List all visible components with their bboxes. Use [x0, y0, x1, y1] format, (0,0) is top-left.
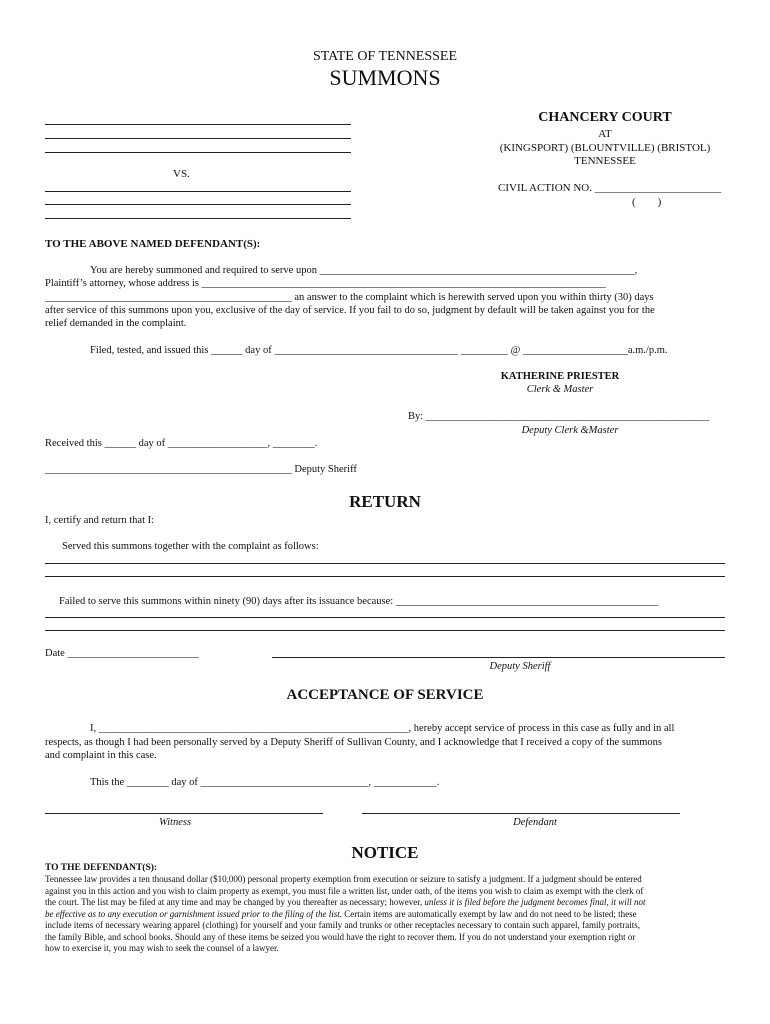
notice-line-3-b: unless it is filed before the judgment becomes final, it will not — [424, 897, 646, 907]
court-at: AT — [598, 128, 612, 140]
served-line-2[interactable] — [45, 576, 725, 577]
served-line-1[interactable] — [45, 563, 725, 564]
failed-serve-line[interactable]: Failed to serve this summons within ninety (90) days after its issuance because: __________________________________________________ — [59, 596, 659, 607]
plaintiff-line-1[interactable] — [45, 124, 351, 125]
notice-line-3-a: the court. The list may be filed at any time and may be changed by you thereafter as necessary; however, — [45, 897, 425, 907]
served-text: Served this summons together with the complaint as follows: — [62, 541, 319, 552]
notice-line-6: the family Bible, and school books. Should any of these items be seized you would have the right to recover them. If you do not understand your exemption right or — [45, 931, 636, 942]
summons-line-4: after service of this summons upon you, exclusive of the day of service. If you fail to do so, judgment by default will be taken against you for the — [45, 305, 655, 316]
notice-line-2: against you in this action and you wish to claim property as exempt, you must file a written list, under oath, of the items you wish to claim as exempt with the clerk of — [45, 885, 644, 896]
certify-text: I, certify and return that I: — [45, 515, 155, 526]
defendant-heading: TO THE ABOVE NAMED DEFENDANT(S): — [45, 238, 261, 250]
deputy-sheriff-line[interactable]: _______________________________________________ Deputy Sheriff — [45, 464, 357, 475]
return-date-line[interactable]: Date _________________________ — [45, 648, 199, 659]
civil-action-number[interactable]: CIVIL ACTION NO. _______________________ — [498, 182, 722, 194]
court-state: TENNESSEE — [574, 155, 636, 167]
civil-action-paren: ( ) — [632, 196, 662, 208]
summons-line-3[interactable]: _______________________________________________ an answer to the complaint which is herewith served upon you within thirty (30) days — [45, 292, 654, 303]
notice-line-3 — [45, 897, 646, 909]
defendant-signature[interactable] — [362, 813, 680, 814]
court-name: CHANCERY COURT — [538, 110, 672, 125]
filed-issued-line[interactable]: Filed, tested, and issued this ______ day of ___________________________________ _________ @ ____________________a.m./p.m. — [90, 345, 668, 356]
clerk-name: KATHERINE PRIESTER — [500, 371, 620, 382]
defendant-line-2[interactable] — [45, 204, 351, 205]
notice-line-5: include items of necessary wearing apparel (clothing) for yourself and your family and trunks or other receptacles necessary to contain such apparel, family portraits, — [45, 920, 641, 930]
notice-line-4-b: Certain items are automatically exempt by law and do not need to be listed; these — [341, 908, 637, 919]
notice-line-7: how to exercise it, you may wish to seek the counsel of a lawyer. — [45, 943, 279, 953]
versus-label: VS. — [173, 168, 190, 180]
return-deputy-sheriff-label: Deputy Sheriff — [489, 661, 551, 672]
court-locations: (KINGSPORT) (BLOUNTVILLE) (BRISTOL) — [499, 142, 711, 154]
summons-line-2[interactable]: Plaintiff’s attorney, whose address is _____________________________________________________________________________ — [45, 278, 606, 289]
witness-label: Witness — [158, 817, 192, 828]
state-heading: STATE OF TENNESSEE — [312, 49, 458, 64]
summons-title: SUMMONS — [329, 65, 441, 90]
received-line[interactable]: Received this ______ day of ___________________, ________. — [45, 438, 318, 449]
deputy-clerk-signature[interactable]: By: ______________________________________________________ — [408, 411, 710, 422]
acceptance-line-1[interactable]: I, ___________________________________________________________, hereby accept service of process in this case as fully and in all — [90, 723, 675, 734]
acceptance-line-2: respects, as though I had been personally served by a Deputy Sheriff of Sullivan County, and I acknowledge that I received a copy of the summons — [45, 737, 662, 748]
acceptance-date-line[interactable]: This the ________ day of ________________________________, ____________. — [90, 777, 440, 788]
summons-line-1[interactable]: You are hereby summoned and required to serve upon ____________________________________________________________, — [90, 265, 638, 276]
notice-to: TO THE DEFENDANT(S): — [45, 863, 158, 873]
failed-line-3[interactable] — [45, 630, 725, 631]
defendant-label: Defendant — [513, 817, 557, 828]
witness-signature[interactable] — [45, 813, 323, 814]
acceptance-line-3: and complaint in this case. — [45, 750, 157, 761]
notice-line-4 — [45, 909, 646, 921]
plaintiff-line-2[interactable] — [45, 138, 351, 139]
deputy-clerk-label: Deputy Clerk &Master — [521, 425, 619, 436]
notice-line-1: Tennessee law provides a ten thousand dollar ($10,000) personal property exemption from execution or seizure to satisfy a judgment. If a judgment should be entered — [45, 874, 642, 884]
return-heading: RETURN — [349, 492, 421, 511]
acceptance-heading: ACCEPTANCE OF SERVICE — [286, 687, 484, 703]
defendant-line-3[interactable] — [45, 218, 351, 219]
return-sheriff-signature[interactable] — [272, 657, 725, 658]
defendant-line-1[interactable] — [45, 191, 351, 192]
plaintiff-line-3[interactable] — [45, 152, 351, 153]
failed-line-2[interactable] — [45, 617, 725, 618]
notice-body — [45, 874, 646, 955]
notice-heading: NOTICE — [351, 843, 419, 862]
notice-line-4-a: be effective as to any execution or garnishment issued prior to the filing of the list. — [45, 908, 342, 919]
clerk-title: Clerk & Master — [526, 384, 594, 395]
summons-line-5: relief demanded in the complaint. — [45, 318, 187, 329]
